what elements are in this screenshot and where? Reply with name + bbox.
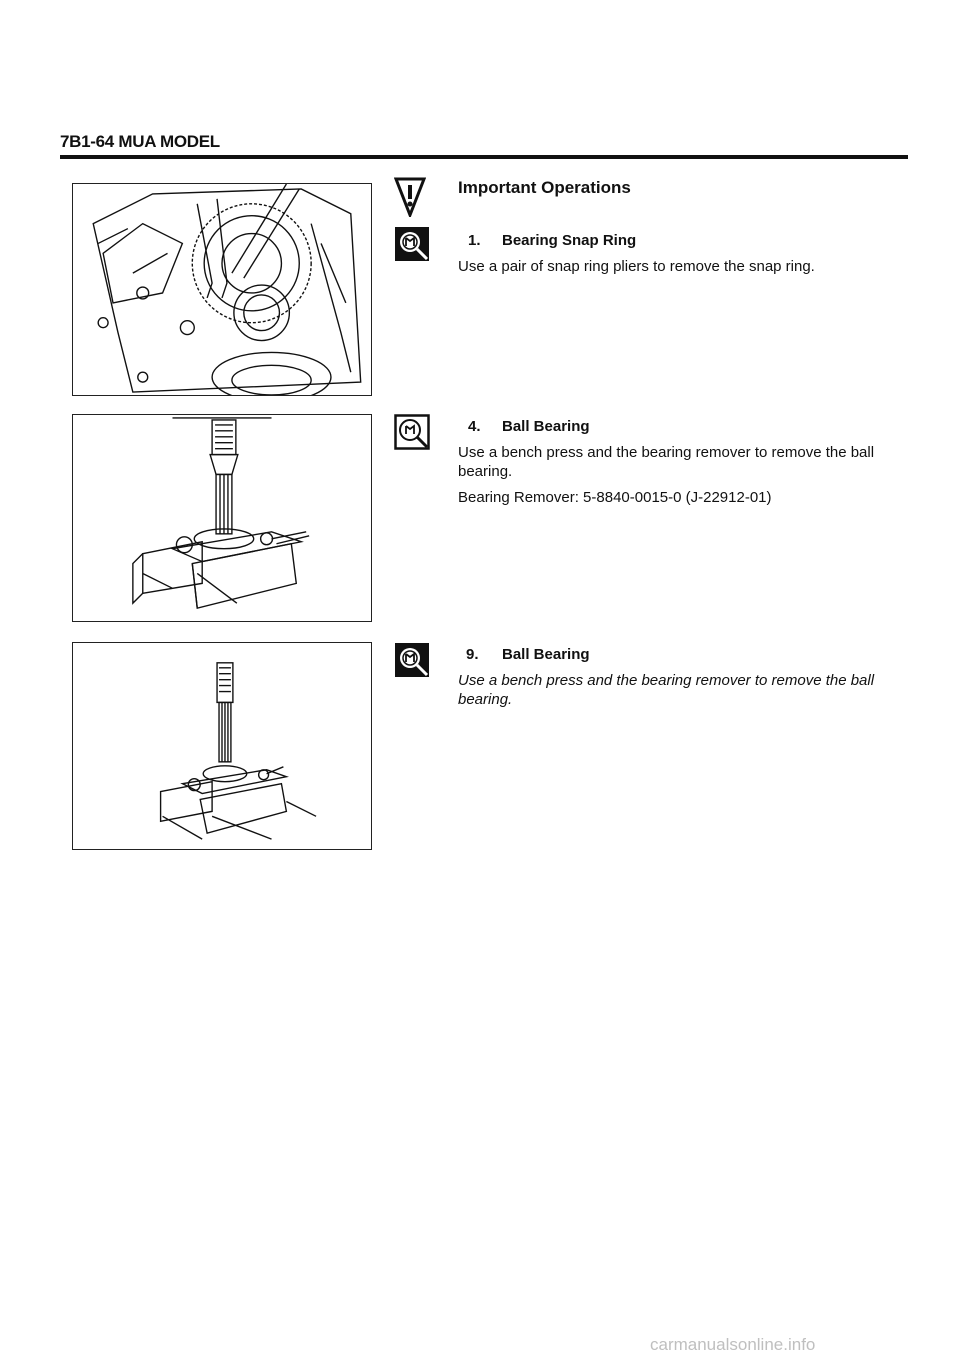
manual-inspect-icon bbox=[394, 226, 430, 262]
figure-snap-ring bbox=[72, 183, 372, 396]
step-number: 9. bbox=[466, 646, 479, 663]
step-number: 1. bbox=[468, 232, 481, 249]
step-title: Ball Bearing bbox=[502, 418, 590, 435]
tool-spec: Bearing Remover: 5-8840-0015-0 (J-22912-01) bbox=[458, 489, 772, 506]
watermark: carmanualsonline.info bbox=[650, 1335, 816, 1354]
header-rule bbox=[60, 155, 908, 159]
manual-inspect-icon bbox=[394, 642, 430, 678]
step-text: Use a pair of snap ring pliers to remove the snap ring. bbox=[458, 258, 815, 275]
figure-bench-press-1 bbox=[72, 414, 372, 622]
figure-bench-press-2 bbox=[72, 642, 372, 850]
warning-triangle-icon bbox=[394, 177, 426, 217]
step-text: Use a bench press and the bearing remover to remove the ball bearing. bbox=[458, 444, 875, 480]
section-title: Important Operations bbox=[458, 178, 631, 197]
page-header: 7B1-64 MUA MODEL bbox=[60, 132, 220, 151]
step-title: Ball Bearing bbox=[502, 646, 590, 663]
step-text: Use a bench press and the bearing remover to remove the ball bearing. bbox=[458, 672, 875, 708]
step-number: 4. bbox=[468, 418, 481, 435]
step-title: Bearing Snap Ring bbox=[502, 232, 637, 249]
manual-inspect-icon bbox=[394, 414, 430, 450]
